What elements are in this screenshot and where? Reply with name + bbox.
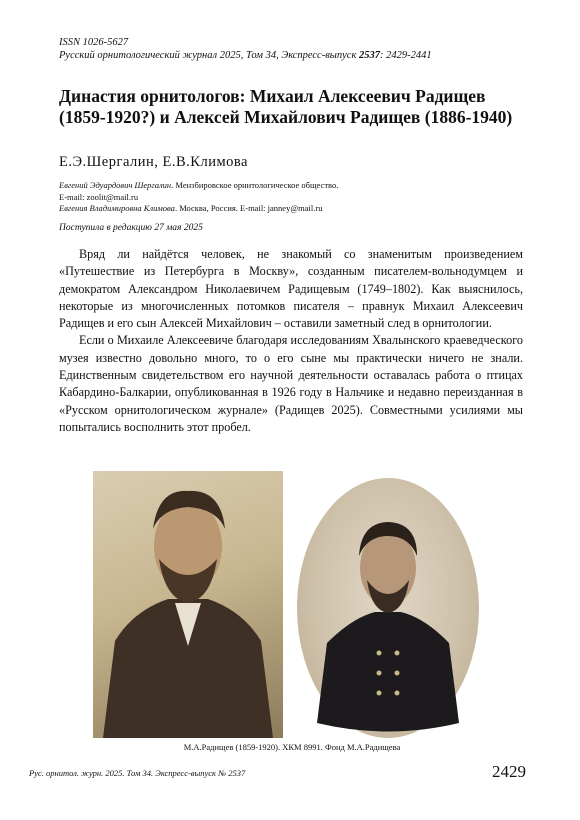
article-title: Династия орнитологов: Михаил Алексеевич Радищев (1859-1920?) и Алексей Михайлович Радищев (1886-1940)	[59, 86, 513, 127]
article-authors: Е.Э.Шергалин, Е.В.Климова	[59, 154, 248, 170]
journal-line	[59, 49, 432, 62]
paragraph: Вряд ли найдётся человек, не знакомый со знаменитым произведением «Путешествие из Петербурга в Москву», созданным писателем-вольнодумцем и демократом Александром Николаевичем Радищевым (1749–1802). Как выяснилось, некоторые из многочисленных потомков писателя – правнук Михаил Алексеевич Радищев и его сын Алексей Михайлович – оставили заметный след в орнитологии.	[59, 247, 523, 331]
affiliation-1	[59, 180, 529, 192]
journal-name: Русский орнитологический журнал 2025, Том 34, Экспресс-выпуск	[59, 50, 359, 61]
received-date: Поступила в редакцию 27 мая 2025	[59, 223, 203, 233]
footer-citation	[29, 768, 245, 778]
page-range: : 2429-2441	[380, 50, 432, 61]
author-name: Евгений Эдуардович Шергалин	[59, 180, 172, 190]
affiliation-2	[59, 192, 529, 204]
journal-header	[59, 36, 432, 62]
affiliation-text: . Мензбировское орнитологическое общество.	[171, 180, 339, 190]
affiliation-3	[59, 203, 529, 215]
affiliations	[59, 180, 529, 215]
portrait-photo-left	[93, 471, 283, 738]
issn-line: ISSN 1026-5627	[59, 37, 129, 48]
article-body	[59, 246, 523, 436]
issue-number: 2537	[359, 50, 380, 61]
citation-text: Рус. орнитол. журн. 2025. Том 34. Экспресс-выпуск № 2537	[29, 768, 246, 778]
affiliation-text: . Москва, Россия. E-mail: janney@mail.ru	[174, 203, 323, 213]
portrait-photo-right	[297, 478, 479, 738]
author-name: Евгения Владимировна Климова	[59, 203, 175, 213]
portrait-figure	[297, 478, 479, 738]
figure-caption: М.А.Радищев (1859-1920). ХКМ 8991. Фонд М.А.Радищева	[183, 742, 401, 752]
paragraph: Если о Михаиле Алексеевиче благодаря исследованиям Хвалынского краеведческого музея известно довольно много, то о его сыне мы практически ничего не знали. Единственным свидетельством его научной деятельности оставалась работа о птицах Кабардино-Балкарии, опубликованная в 1926 году в Нальчике и недавно переизданная в «Русском орнитологическом журнале» (Радищев 2025). Совместными усилиями мы попытались восполнить этот пробел.	[59, 333, 523, 434]
affiliation-email: E-mail: zoolit@mail.ru	[59, 191, 139, 202]
portrait-figure	[93, 471, 283, 738]
page-number: 2429	[492, 762, 526, 781]
